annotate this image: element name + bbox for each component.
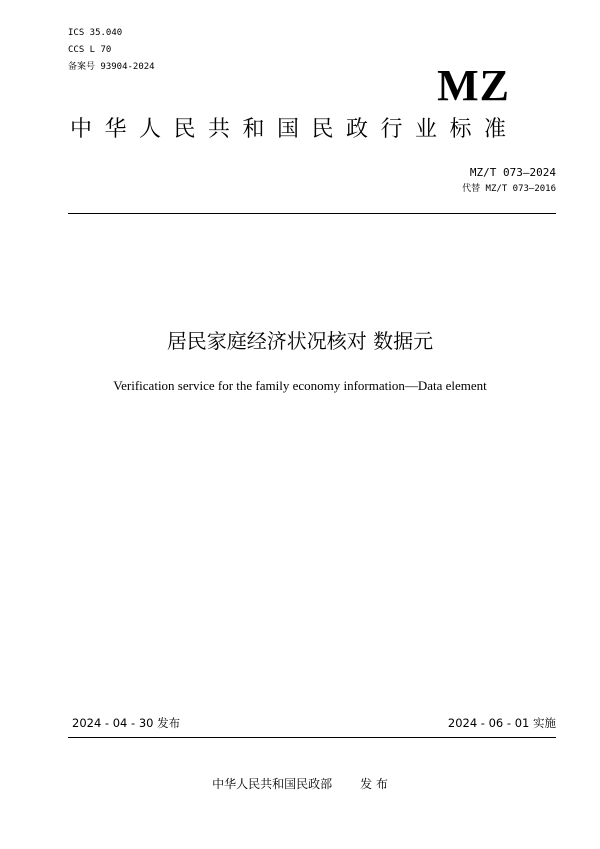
publish-action: 发 布 bbox=[360, 777, 388, 791]
footer-divider bbox=[68, 737, 556, 738]
document-title-chinese: 居民家庭经济状况核对 数据元 bbox=[166, 329, 434, 353]
standard-number: MZ/T 073—2024 bbox=[469, 166, 556, 179]
ccs-code: CCS L 70 bbox=[68, 45, 112, 55]
issue-date: 2024 - 04 - 30 发布 bbox=[72, 716, 181, 730]
header-divider bbox=[68, 213, 556, 214]
document-title-english: Verification service for the family economy information—Data element bbox=[113, 378, 487, 393]
standard-category-title: 中华人民共和国民政行业标准 bbox=[70, 117, 519, 142]
implementation-date: 2024 - 06 - 01 实施 bbox=[447, 716, 556, 730]
publisher-name: 中华人民共和国民政部 bbox=[212, 777, 333, 791]
mz-logo: MZ bbox=[437, 61, 510, 110]
filing-number: 备案号 93904-2024 bbox=[68, 62, 155, 72]
replaces-standard: 代替 MZ/T 073—2016 bbox=[462, 184, 556, 194]
publisher-line bbox=[0, 776, 600, 792]
ics-code: ICS 35.040 bbox=[68, 28, 123, 38]
